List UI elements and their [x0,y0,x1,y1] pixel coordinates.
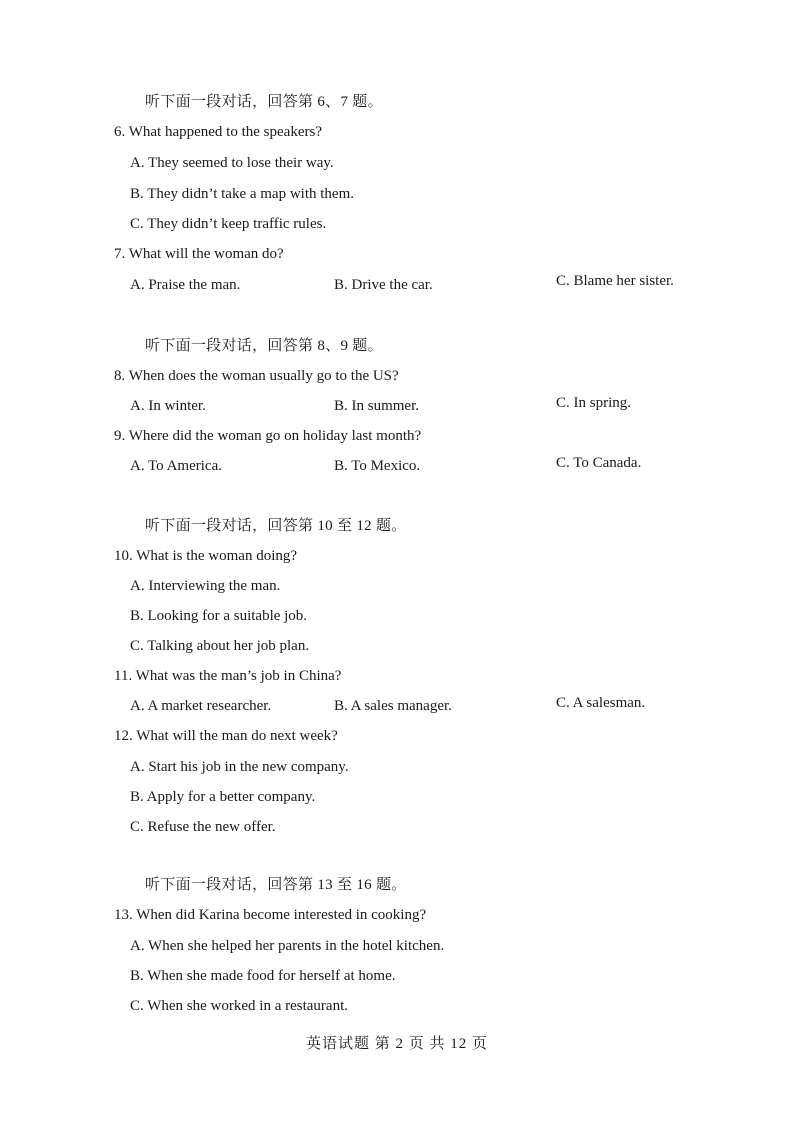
question-stem: 13. When did Karina become interested in cooking? [114,907,427,923]
question-stem: 10. What is the woman doing? [114,548,298,564]
option-c: C. In spring. [556,395,631,411]
question-stem: 9. Where did the woman go on holiday last month? [114,428,422,444]
option-a: A. Start his job in the new company. [130,759,349,775]
option-b: B. Apply for a better company. [130,789,316,805]
option-b: B. A sales manager. [334,698,452,714]
question-stem: 8. When does the woman usually go to the US? [114,368,399,384]
option-c: C. Refuse the new offer. [130,819,276,835]
option-b: B. Drive the car. [334,277,433,293]
question-stem: 12. What will the man do next week? [114,728,338,744]
option-a: A. Interviewing the man. [130,578,281,594]
option-a: A. When she helped her parents in the hotel kitchen. [130,938,445,954]
question-stem: 11. What was the man’s job in China? [114,668,342,684]
option-a: A. To America. [130,458,222,474]
option-c: C. Blame her sister. [556,273,674,289]
question-stem: 6. What happened to the speakers? [114,124,322,140]
option-b: B. They didn’t take a map with them. [130,186,354,202]
option-c: C. When she worked in a restaurant. [130,998,348,1014]
question-stem: 7. What will the woman do? [114,246,284,262]
page-footer: 英语试题 第 2 页 共 12 页 [305,1036,488,1052]
option-b: B. To Mexico. [334,458,421,474]
option-a: A. In winter. [130,398,206,414]
option-c: C. Talking about her job plan. [130,638,310,654]
section-intro: 听下面一段对话，回答第 8、9 题。 [145,338,383,354]
option-b: B. Looking for a suitable job. [130,608,308,624]
option-b: B. In summer. [334,398,419,414]
option-a: A. They seemed to lose their way. [130,155,334,171]
option-a: A. A market researcher. [130,698,272,714]
option-b: B. When she made food for herself at home. [130,968,396,984]
option-c: C. A salesman. [556,695,646,711]
section-intro: 听下面一段对话，回答第 13 至 16 题。 [145,877,407,893]
section-intro: 听下面一段对话，回答第 10 至 12 题。 [145,518,407,534]
section-intro: 听下面一段对话，回答第 6、7 题。 [145,94,383,110]
option-a: A. Praise the man. [130,277,241,293]
option-c: C. They didn’t keep traffic rules. [130,216,327,232]
option-c: C. To Canada. [556,455,642,471]
